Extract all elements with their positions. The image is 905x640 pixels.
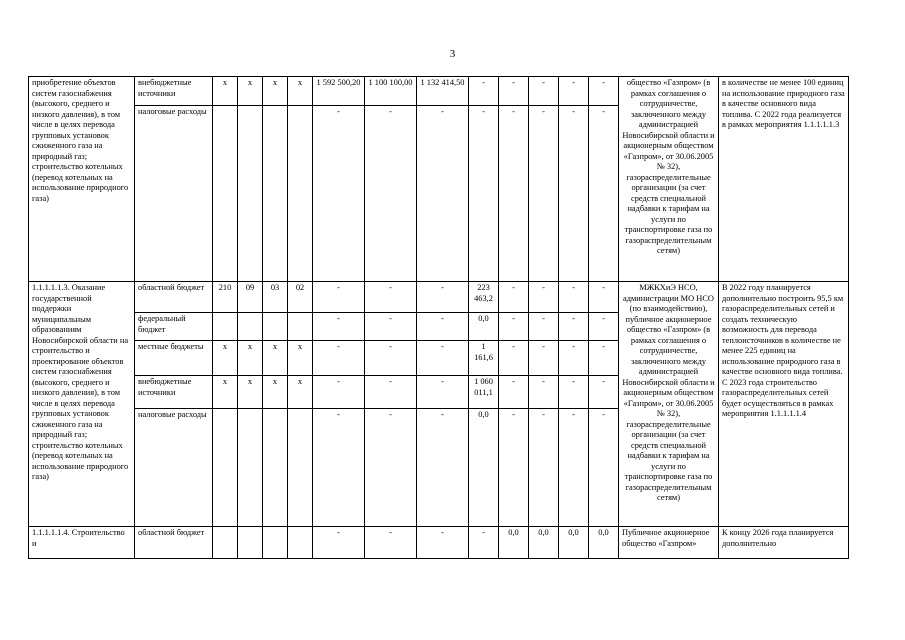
funding-source: местные бюджеты bbox=[135, 341, 213, 376]
code-cell: 02 bbox=[288, 282, 313, 313]
value-cell: - bbox=[313, 313, 365, 341]
result-cell: В 2022 году планируется дополнительно построить 95,5 км газораспределительных сетей и создать техническую возможность для перевода теплоисточников в количестве не менее 225 единиц на использование природного газа в качестве основного вида топлива. С 2023 года строительство газораспределительных сетей будет осуществляться в рамках мероприятия 1.1.1.1.1.4 bbox=[719, 282, 849, 527]
funding-source: налоговые расходы bbox=[135, 106, 213, 282]
funding-source: областной бюджет bbox=[135, 282, 213, 313]
code-cell: х bbox=[263, 341, 288, 376]
result-cell: в количестве не менее 100 единиц на использование природного газа в качестве основного вида топлива. С 2022 года реализуется в рамках мероприятия 1.1.1.1.1.3 bbox=[719, 77, 849, 282]
value-cell: - bbox=[589, 409, 619, 527]
table-row bbox=[29, 282, 849, 313]
code-cell bbox=[288, 409, 313, 527]
code-cell: х bbox=[288, 341, 313, 376]
value-cell: - bbox=[417, 409, 469, 527]
measure-description: 1.1.1.1.1.3. Оказание государственной поддержки муниципальным образованиям Новосибирской области на строительство и проектирование объектов систем газоснабжения (высокого, среднего и низкого давления), в том числе в целях перевода групповых установок сжиженного газа на природный газ; строительство котельных (перевод котельных на использование природного газа) bbox=[29, 282, 135, 527]
code-cell bbox=[263, 106, 288, 282]
value-cell: - bbox=[589, 282, 619, 313]
value-cell: - bbox=[499, 106, 529, 282]
value-cell: 0,0 bbox=[499, 527, 529, 559]
value-cell: - bbox=[559, 77, 589, 106]
value-cell: 1 592 500,20 bbox=[313, 77, 365, 106]
value-cell: - bbox=[559, 341, 589, 376]
value-cell: - bbox=[529, 341, 559, 376]
value-cell: - bbox=[417, 106, 469, 282]
code-cell bbox=[263, 527, 288, 559]
value-cell: - bbox=[417, 376, 469, 409]
page-number: 3 bbox=[449, 48, 456, 60]
value-cell: - bbox=[365, 313, 417, 341]
value-cell: - bbox=[365, 409, 417, 527]
value-cell: 0,0 bbox=[559, 527, 589, 559]
value-cell: 223 463,2 bbox=[469, 282, 499, 313]
value-cell: - bbox=[559, 376, 589, 409]
code-cell bbox=[213, 527, 238, 559]
measure-description: приобретение объектов систем газоснабжения (высокого, среднего и низкого давления), в том числе в целях перевода групповых установок сжиженного газа на природный газ; строительство котельных (перевод котельных на использование природного газа) bbox=[29, 77, 135, 282]
funding-source: внебюджетные источники bbox=[135, 376, 213, 409]
code-cell: х bbox=[238, 77, 263, 106]
code-cell bbox=[213, 106, 238, 282]
value-cell: - bbox=[313, 106, 365, 282]
table-row bbox=[29, 77, 849, 106]
value-cell: - bbox=[469, 77, 499, 106]
value-cell: - bbox=[365, 527, 417, 559]
code-cell: х bbox=[263, 376, 288, 409]
value-cell: - bbox=[559, 282, 589, 313]
code-cell bbox=[263, 409, 288, 527]
value-cell: - bbox=[559, 106, 589, 282]
code-cell bbox=[238, 313, 263, 341]
funding-source: областной бюджет bbox=[135, 527, 213, 559]
value-cell: 0,0 bbox=[529, 527, 559, 559]
value-cell: - bbox=[499, 376, 529, 409]
code-cell: х bbox=[213, 376, 238, 409]
funding-source: налоговые расходы bbox=[135, 409, 213, 527]
value-cell: - bbox=[499, 341, 529, 376]
result-cell: К концу 2026 года планируется дополнительно bbox=[719, 527, 849, 559]
value-cell: - bbox=[313, 527, 365, 559]
code-cell bbox=[213, 313, 238, 341]
code-cell: 210 bbox=[213, 282, 238, 313]
executor-cell: Публичное акционерное общество «Газпром» bbox=[619, 527, 719, 559]
value-cell: 1 060 011,1 bbox=[469, 376, 499, 409]
code-cell bbox=[288, 313, 313, 341]
value-cell: - bbox=[313, 341, 365, 376]
value-cell: - bbox=[417, 527, 469, 559]
code-cell: х bbox=[213, 341, 238, 376]
funding-source: федеральный бюджет bbox=[135, 313, 213, 341]
value-cell: - bbox=[529, 77, 559, 106]
value-cell: - bbox=[589, 106, 619, 282]
value-cell: - bbox=[529, 106, 559, 282]
value-cell: 1 161,6 bbox=[469, 341, 499, 376]
code-cell bbox=[238, 409, 263, 527]
executor-cell: обществo «Газпром» (в рамках соглашения о сотрудничестве, заключенного между администрацией Новосибирской области и акционерным обществом «Газпром», от 30.06.2005 № 32), газораспределительные организации (за счет средств специальной надбавки к тарифам на услуги по транспортировке газа по газораспределительным сетям) bbox=[619, 77, 719, 282]
value-cell: 1 100 100,00 bbox=[365, 77, 417, 106]
value-cell: - bbox=[365, 341, 417, 376]
value-cell: 0,0 bbox=[589, 527, 619, 559]
code-cell: 09 bbox=[238, 282, 263, 313]
value-cell: 1 132 414,50 bbox=[417, 77, 469, 106]
value-cell: - bbox=[469, 106, 499, 282]
code-cell: х bbox=[213, 77, 238, 106]
value-cell: - bbox=[529, 376, 559, 409]
value-cell: - bbox=[589, 376, 619, 409]
executor-cell: МЖКХиЭ НСО, администрации МО НСО (по взаимодействию), публичное акционерное общество «Газпром» (в рамках соглашения о сотрудничестве, заключенного между администрацией Новосибирской области и акционерным обществом «Газпром», от 30.06.2005 № 32), газораспределительные организации (за счет средств специальной надбавки к тарифам на услуги по транспортировке газа по газораспределительным сетям) bbox=[619, 282, 719, 527]
value-cell: 0,0 bbox=[469, 313, 499, 341]
value-cell: - bbox=[365, 376, 417, 409]
code-cell bbox=[213, 409, 238, 527]
program-table bbox=[28, 76, 849, 559]
code-cell: 03 bbox=[263, 282, 288, 313]
value-cell: - bbox=[529, 313, 559, 341]
code-cell bbox=[238, 527, 263, 559]
code-cell bbox=[288, 106, 313, 282]
value-cell: - bbox=[469, 527, 499, 559]
code-cell bbox=[263, 313, 288, 341]
value-cell: - bbox=[559, 409, 589, 527]
code-cell: х bbox=[238, 341, 263, 376]
code-cell: х bbox=[238, 376, 263, 409]
value-cell: - bbox=[589, 77, 619, 106]
value-cell: - bbox=[589, 341, 619, 376]
value-cell: - bbox=[417, 341, 469, 376]
code-cell: х bbox=[288, 77, 313, 106]
value-cell: - bbox=[313, 282, 365, 313]
value-cell: - bbox=[529, 282, 559, 313]
funding-source: внебюджетные источники bbox=[135, 77, 213, 106]
measure-description: 1.1.1.1.1.4. Строительство и bbox=[29, 527, 135, 559]
value-cell: - bbox=[313, 376, 365, 409]
value-cell: - bbox=[417, 313, 469, 341]
value-cell: - bbox=[365, 106, 417, 282]
value-cell: 0,0 bbox=[469, 409, 499, 527]
code-cell: х bbox=[263, 77, 288, 106]
value-cell: - bbox=[589, 313, 619, 341]
value-cell: - bbox=[559, 313, 589, 341]
value-cell: - bbox=[499, 313, 529, 341]
code-cell bbox=[238, 106, 263, 282]
value-cell: - bbox=[529, 409, 559, 527]
code-cell bbox=[288, 527, 313, 559]
code-cell: х bbox=[288, 376, 313, 409]
value-cell: - bbox=[417, 282, 469, 313]
value-cell: - bbox=[499, 77, 529, 106]
value-cell: - bbox=[499, 409, 529, 527]
value-cell: - bbox=[365, 282, 417, 313]
value-cell: - bbox=[499, 282, 529, 313]
value-cell: - bbox=[313, 409, 365, 527]
table-row bbox=[29, 527, 849, 559]
